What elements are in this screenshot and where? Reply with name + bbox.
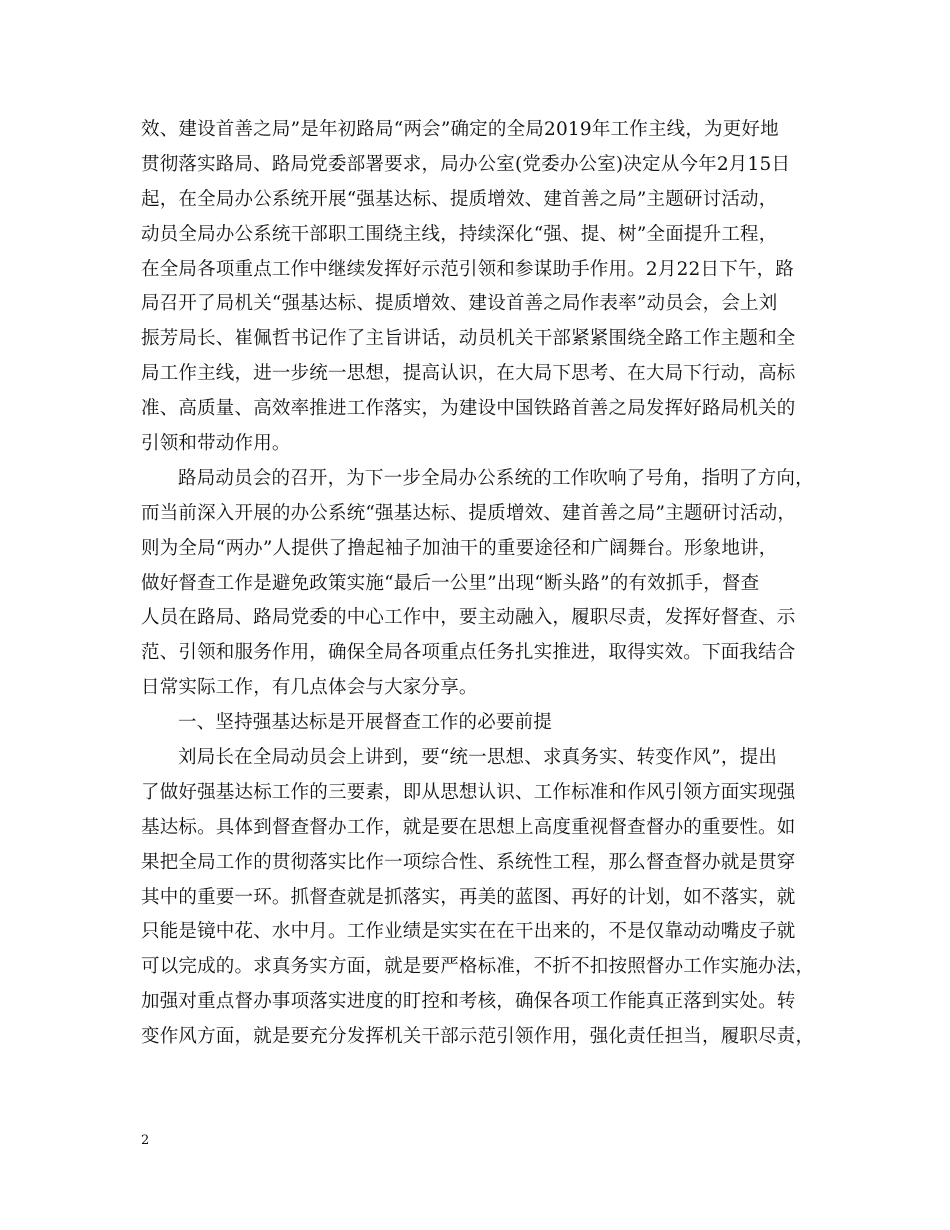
text-line: 而当前深入开展的办公系统“强基达标、提质增效、建首善之局”主题研讨活动，	[141, 502, 797, 524]
page-number: 2	[141, 1133, 150, 1148]
text-line: 日常实际工作，有几点体会与大家分享。	[141, 677, 478, 699]
text-line: 振芳局长、崔佩哲书记作了主旨讲话，动员机关干部紧紧围绕全路工作主题和全	[141, 328, 796, 350]
text-line: 做好督查工作是避免政策实施“最后一公里”出现“断头路”的有效抓手，督查	[141, 572, 760, 594]
text-line: 加强对重点督办事项落实进度的盯控和考核，确保各项工作能真正落到实处。转	[141, 991, 796, 1013]
text-line: 其中的重要一环。抓督查就是抓落实，再美的蓝图、再好的计划，如不落实，就	[141, 886, 796, 908]
text-line: 局召开了局机关“强基达标、提质增效、建设首善之局作表率”动员会，会上刘	[141, 293, 778, 315]
text-line: 效、建设首善之局”是年初路局“两会”确定的全局2019年工作主线，为更好地	[141, 119, 779, 140]
text-line: 果把全局工作的贯彻落实比作一项综合性、系统性工程，那么督查督办就是贯穿	[141, 851, 796, 873]
body-text	[141, 113, 821, 1055]
text-line: 动员全局办公系统干部职工围绕主线，持续深化“强、提、树”全面提升工程，	[141, 223, 778, 245]
text-line: 准、高质量、高效率推进工作落实，为建设中国铁路首善之局发挥好路局机关的	[141, 398, 796, 420]
text-line: 路局动员会的召开，为下一步全局办公系统的工作吹响了号角，指明了方向，	[178, 467, 814, 489]
text-line: 只能是镜中花、水中月。工作业绩是实实在在干出来的，不是仅靠动动嘴皮子就	[141, 921, 796, 943]
text-line: 起，在全局办公系统开展“强基达标、提质增效、建首善之局”主题研讨活动，	[141, 188, 778, 210]
text-line: 在全局各项重点工作中继续发挥好示范引领和参谋助手作用。2月22日下午，路	[141, 258, 795, 280]
text-line: 局工作主线，进一步统一思想，提高认识，在大局下思考、在大局下行动，高标	[141, 363, 796, 385]
text-line: 贯彻落实路局、路局党委部署要求，局办公室(党委办公室)决定从今年2月15日	[141, 153, 791, 175]
text-line: 刘局长在全局动员会上讲到，要“统一思想、求真务实、转变作风”，提出	[178, 747, 778, 769]
text-line: 引领和带动作用。	[141, 433, 291, 455]
text-line: 基达标。具体到督查督办工作，就是要在思想上高度重视督查督办的重要性。如	[141, 816, 796, 838]
text-line: 人员在路局、路局党委的中心工作中，要主动融入，履职尽责，发挥好督查、示	[141, 607, 796, 629]
text-line: 范、引领和服务作用，确保全局各项重点任务扎实推进，取得实效。下面我结合	[141, 642, 796, 664]
text-line: 了做好强基达标工作的三要素，即从思想认识、工作标准和作风引领方面实现强	[141, 781, 796, 803]
text-line: 一、坚持强基达标是开展督查工作的必要前提	[178, 712, 553, 734]
text-line: 可以完成的。求真务实方面，就是要严格标准，不折不扣按照督办工作实施办法，	[141, 956, 815, 978]
text-line: 则为全局“两办”人提供了撸起袖子加油干的重要途径和广阔舞台。形象地讲，	[141, 537, 778, 559]
text-line: 变作风方面，就是要充分发挥机关干部示范引领作用，强化责任担当，履职尽责，	[141, 1026, 815, 1048]
